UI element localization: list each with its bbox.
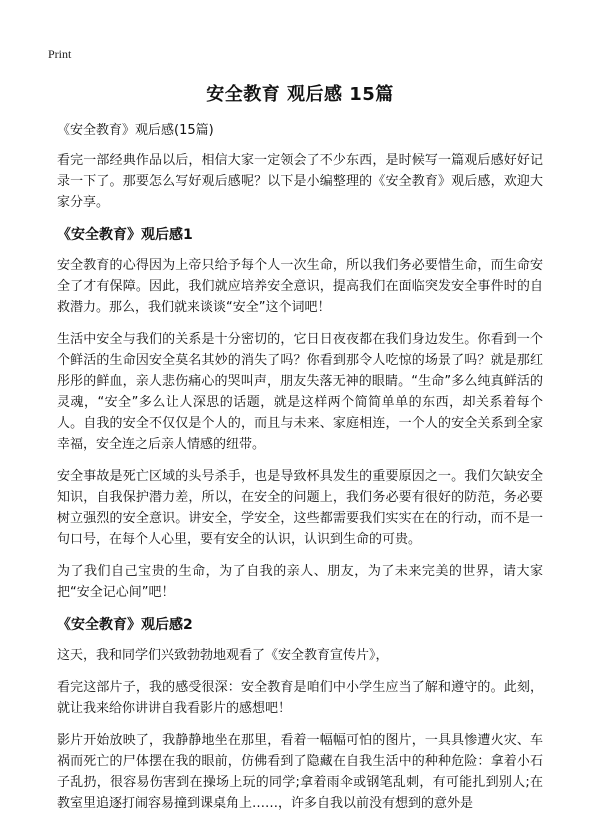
section1-paragraph-1: 安全教育的心得因为上帝只给予每个人一次生命，所以我们务必要惜生命，而生命安全了才有保障。因此，我们就应培养安全意识，提高我们在面临突发安全事件时的自救潜力。那么，我们就来谈谈“安全”这个词吧！ (57, 258, 543, 315)
section-heading-2: 《安全教育》观后感2 (57, 617, 193, 633)
document-body (57, 121, 543, 825)
document-subtitle: 《安全教育》观后感(15篇) (57, 123, 214, 138)
document-title: 安全教育 观后感 15篇 (206, 84, 394, 105)
section2-paragraph-3: 影片开始放映了，我静静地坐在那里，看着一幅幅可怕的图片，一具具惨遭火灾、车祸而死亡的尸体摆在我的眼前，仿佛看到了隐藏在自我生活中的种种危险：拿着小石子乱扔，很容易伤害到在操场上玩的同学;拿着雨伞或钢笔乱刺，有可能扎到别人;在教室里追逐打闹容易撞到课桌角上……，许多自我以前没有想到的意外是 (57, 733, 543, 811)
section-heading-1: 《安全教育》观后感1 (57, 227, 193, 243)
section1-paragraph-3: 安全事故是死亡区域的头号杀手，也是导致杯具发生的重要原因之一。我们欠缺安全知识，自我保护潜力差，所以，在安全的问题上，我们务必要有很好的防范，务必要树立强烈的安全意识。讲安全，学安全，这些都需要我们实实在在的行动，而不是一句口号，在每个人心里，要有安全的认识，认识到生命的可贵。 (57, 469, 543, 547)
section2-paragraph-2: 看完这部片子，我的感受很深：安全教育是咱们中小学生应当了解和遵守的。此刻，就让我来给你讲讲自我看影片的感想吧！ (57, 680, 543, 716)
print-link[interactable]: Print (48, 47, 72, 61)
intro-paragraph: 看完一部经典作品以后，相信大家一定领会了不少东西，是时候写一篇观后感好好记录一下了。那要怎么写好观后感呢？以下是小编整理的《安全教育》观后感，欢迎大家分享。 (57, 153, 543, 210)
section1-paragraph-2: 生活中安全与我们的关系是十分密切的，它日日夜夜都在我们身边发生。你看到一个个鲜活的生命因安全莫名其妙的消失了吗？你看到那令人吃惊的场景了吗？就是那红彤彤的鲜血，亲人悲伤痛心的哭叫声，朋友失落无神的眼睛。“生命”多么纯真鲜活的灵魂，“安全”多么让人深思的话题，就是这样两个简简单单的东西，却关系着每个人。自我的安全不仅仅是个人的，而且与未来、家庭相连，一个人的安全关系到全家幸福，安全连之后亲人情感的纽带。 (57, 332, 543, 452)
section2-paragraph-1: 这天，我和同学们兴致勃勃地观看了《安全教育宣传片》， (57, 648, 389, 663)
section1-paragraph-4: 为了我们自己宝贵的生命，为了自我的亲人、朋友，为了未来完美的世界，请大家把“安全记心间”吧！ (57, 564, 543, 600)
